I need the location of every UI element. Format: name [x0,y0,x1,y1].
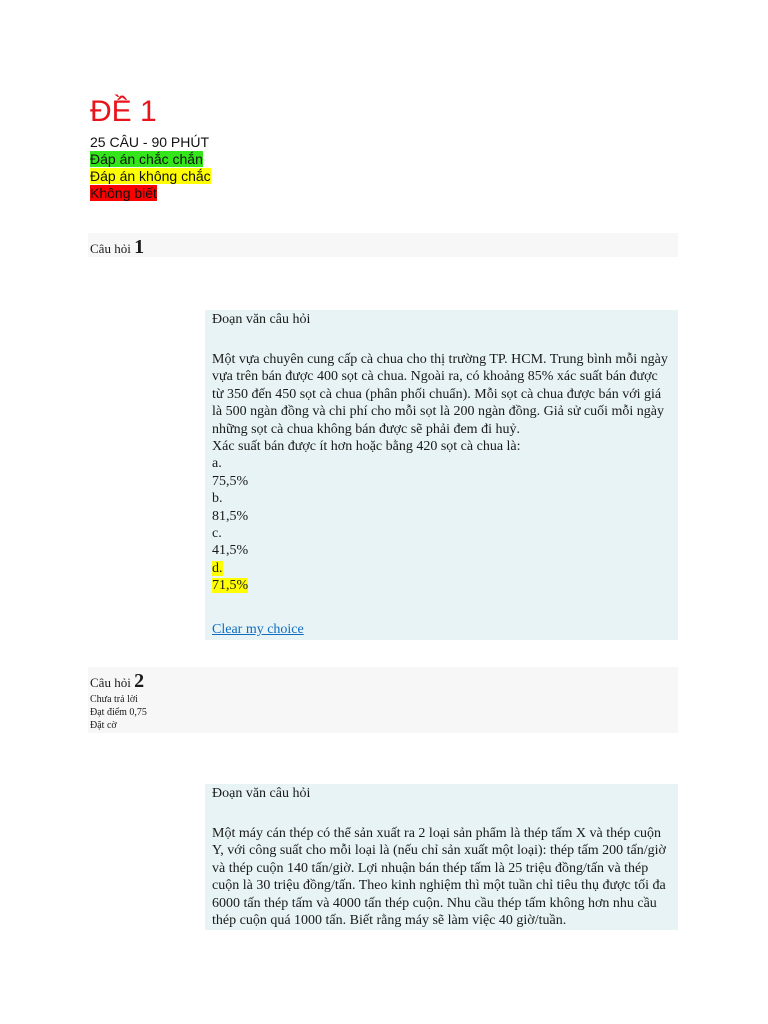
question-2-header [88,667,678,733]
option-d-letter[interactable]: d. [212,560,223,576]
question-text-title: Đoạn văn câu hỏi [212,786,311,801]
option-b-value[interactable]: 81,5% [212,508,249,524]
question-body: Một vựa chuyên cung cấp cà chua cho thị trường TP. HCM. Trung bình mỗi ngày vựa trên bán được 400 sọt cà chua. Ngoài ra, có khoảng 85% xác suất bán được từ 350 đến 450 sọt cà chua (phân phối chuẩn). Mỗi sọt cà chua được bán với giá là 500 ngàn đồng và chi phí cho mỗi sọt là 200 ngàn đồng. Giả sử cuối mỗi ngày những sọt cà chua không bán được sẽ phải đem đi huỷ. [212,352,668,437]
question-1-text [212,351,672,595]
question-text-title: Đoạn văn câu hỏi [212,312,311,327]
question-number: 1 [134,236,145,258]
clear-choice-link[interactable]: Clear my choice [212,622,304,637]
question-status: Chưa trả lời [90,694,138,705]
option-b-letter[interactable]: b. [212,491,223,507]
question-1-content [205,310,678,640]
question-1-header [88,233,678,257]
question-1-label [90,236,144,259]
option-c-letter[interactable]: c. [212,526,222,542]
legend-unknown: Không biết [90,185,157,201]
question-2-label [90,670,144,693]
question-number: 2 [134,670,145,692]
flag-question-link[interactable]: Đặt cờ [90,720,117,731]
exam-info: 25 CÂU - 90 PHÚT [90,134,210,150]
option-c-value[interactable]: 41,5% [212,543,249,559]
question-prompt: Xác suất bán được ít hơn hoặc bằng 420 sọt cà chua là: [212,439,521,455]
question-2-text: Một máy cán thép có thể sản xuất ra 2 loại sản phẩm là thép tấm X và thép cuộn Y, với công suất cho mỗi loại là (nếu chỉ sản xuất một loại): thép tấm 200 tấn/giờ và thép cuộn 140 tấn/giờ. Lợi nhuận bán thép tấm là 25 triệu đồng/tấn và thép cuộn là 30 triệu đồng/tấn. Theo kinh nghiệm thì một tuần chỉ tiêu thụ được tối đa 6000 tấn thép tấm và 4000 tấn thép cuộn. Nhu cầu thép tấm không hơn nhu cầu thép cuộn quá 1000 tấn. Biết rằng máy sẽ làm việc 40 giờ/tuần. [212,826,666,929]
question-label-text: Câu hỏi [90,675,131,690]
option-a-letter[interactable]: a. [212,456,222,472]
page-title: ĐỀ 1 [90,95,157,128]
question-points: Đạt điểm 0,75 [90,707,147,718]
legend-sure: Đáp án chắc chắn [90,151,203,167]
question-label-text: Câu hỏi [90,241,131,256]
question-2-content [205,784,678,930]
legend-unsure: Đáp án không chắc [90,168,211,184]
option-d-value[interactable]: 71,5% [212,578,249,594]
option-a-value[interactable]: 75,5% [212,473,249,489]
